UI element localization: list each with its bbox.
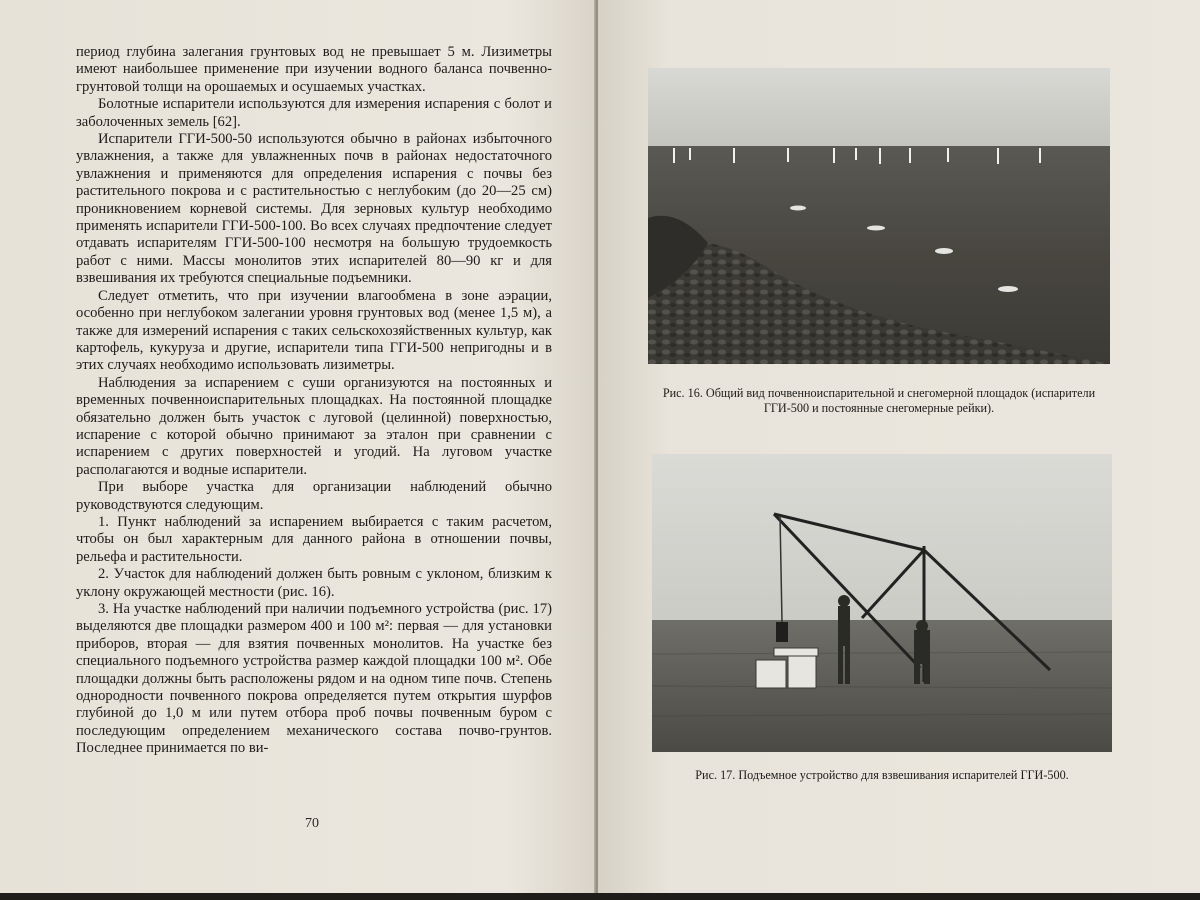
right-page [598, 0, 1200, 896]
lifting-device-photo [652, 454, 1112, 752]
figure-16-photo [648, 68, 1110, 364]
paragraph: При выборе участка для организации наблюдений обычно руководствуются следующим. [76, 479, 552, 513]
paragraph: 2. Участок для наблюдений должен быть ровным с уклоном, близким к уклону окружающей местности (рис. 16). [76, 566, 552, 600]
paragraph: период глубина залегания грунтовых вод не превышает 5 м. Лизиметры имеют наибольшее применение при изучении водного баланса почвенно-грунтовой толщи на орошаемых и осушаемых участках. [76, 44, 552, 95]
figure-17-caption: Рис. 17. Подъемное устройство для взвешивания испарителей ГГИ-500. [695, 768, 1069, 782]
figure-16-caption: Рис. 16. Общий вид почвенноиспарительной и снегомерной площадок (испарители ГГИ-500 и постоянные снегомерные рейки). [662, 386, 1096, 415]
paragraph: Следует отметить, что при изучении влагообмена в зоне аэрации, особенно при неглубоком залегании уровня грунтовых вод (менее 1,5 м), а также для измерений испарения с таких сельскохозяйственных культур, как картофель, кукуруза и другие, испарители типа ГГИ-500 непригодны и в этих случаях необходимо использовать лизиметры. [76, 287, 552, 374]
paragraph: Испарители ГГИ-500-50 используются обычно в районах избыточного увлажнения, а также для увлажненных почв в районах недостаточного увлажнения и применяются для определения испарения с почвы без растительного покрова и с растительностью с неглубоким (до 20—25 см) проникновением корневой системы. Для зерновых культур необходимо применять испарители ГГИ-500-100. Во всех случаях предпочтение следует отдавать испарителям ГГИ-500-100 несмотря на большую трудоемкость работ с ними. Массы монолитов этих испарителей 80—90 кг и для взвешивания их требуются специальные подъемники. [76, 131, 552, 287]
paragraph: Наблюдения за испарением с суши организуются на постоянных и временных почвенноиспарительных площадках. На постоянной площадке обязательно должен быть участок с луговой (целинной) поверхностью, испарение с которой обычно принимают за эталон при сравнении с испарением с других поверхностей и угодий. На луговом участке располагаются и водные испарители. [76, 374, 552, 478]
page-number: 70 [305, 816, 319, 831]
figure-17-photo [652, 454, 1112, 752]
evaporation-site-photo [648, 68, 1110, 364]
left-page [0, 0, 596, 896]
paragraph: Болотные испарители используются для измерения испарения с болот и заболоченных земель [62]. [76, 96, 552, 130]
paragraph: 1. Пункт наблюдений за испарением выбирается с таким расчетом, чтобы он был характерным для данного района в отношении почвы, рельефа и растительности. [76, 513, 552, 565]
body-text [76, 44, 552, 758]
bottom-edge [0, 893, 1200, 900]
paragraph: 3. На участке наблюдений при наличии подъемного устройства (рис. 17) выделяются две площадки размером 400 и 100 м²: первая — для установки приборов, вторая — для взятия почвенных монолитов. На участке без специального подъемного устройства размер каждой площадки 100 м². Обе площадки должны быть расположены рядом и на одном типе почв. Степень однородности почвенного покрова определяется путем открытия шурфов глубиной до 1,0 м или путем отбора проб почвы почвенным буром с последующим определением механического состава почво-грунтов. Последнее принимается по ви- [76, 601, 552, 757]
